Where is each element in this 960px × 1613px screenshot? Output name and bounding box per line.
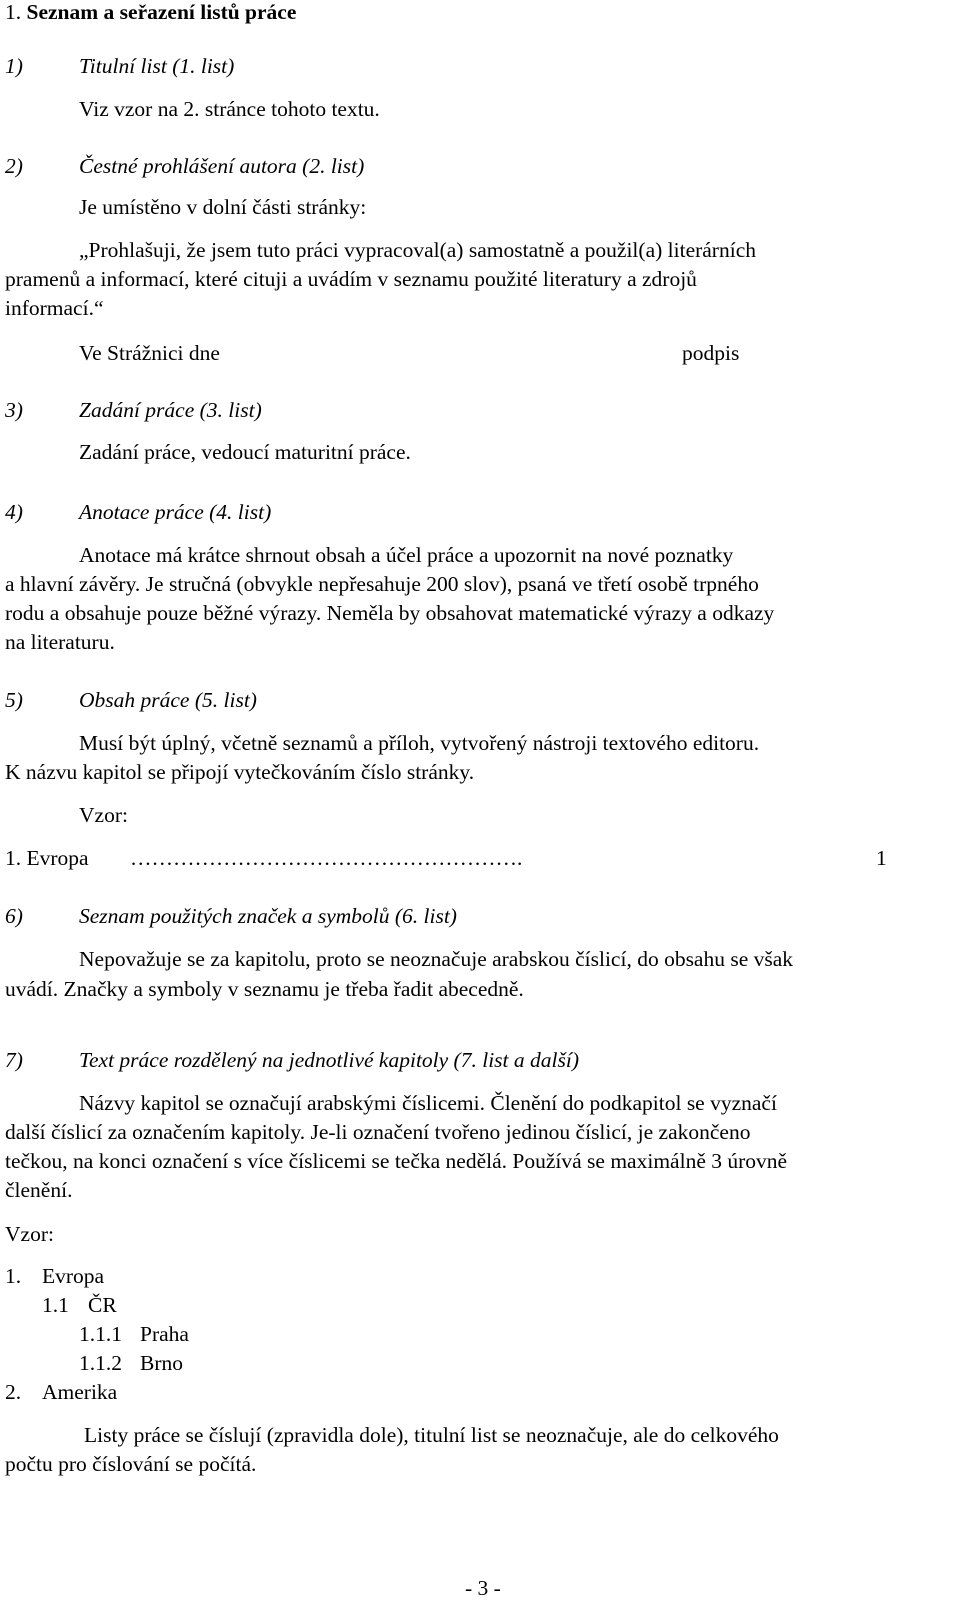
closing-line: počtu pro číslování se počítá. [5,1452,257,1476]
outline-number: 1.1 [42,1293,69,1317]
declaration-line: „Prohlašuji, že jsem tuto práci vypracoval(a) samostatně a použil(a) literárních [79,238,756,262]
section-title: Seznam a seřazení listů práce [26,0,297,24]
item-7-number: 7) [5,1048,23,1072]
item-4-text-line: na literaturu. [5,630,115,654]
toc-example-entry: 1. Evropa [5,846,89,870]
outline-number: 2. [5,1380,22,1404]
toc-example-dots: ………………………………………………. [130,846,523,870]
item-3-text: Zadání práce, vedoucí maturitní práce. [79,440,411,464]
outline-number: 1. [5,1264,22,1288]
item-6-text-line: Nepovažuje se za kapitolu, proto se neoznačuje arabskou číslicí, do obsahu se však [79,947,794,971]
item-5-title: Obsah práce (5. list) [79,688,257,712]
example-label: Vzor: [79,803,128,827]
item-7-text-line: další číslicí za označením kapitoly. Je-li označení tvořeno jedinou číslicí, je zakončeno [5,1120,751,1144]
item-7-title: Text práce rozdělený na jednotlivé kapitoly (7. list a další) [79,1048,579,1072]
item-4-text-line: Anotace má krátce shrnout obsah a účel práce a upozornit na nové poznatky [79,543,734,567]
place-date-label: Ve Strážnici dne [79,341,220,365]
outline-text: ČR [88,1293,117,1317]
item-7-text-line: Názvy kapitol se označují arabskými číslicemi. Členění do podkapitol se vyznačí [79,1091,777,1115]
closing-line: Listy práce se číslují (zpravidla dole), titulní list se neoznačuje, ale do celkového [84,1423,779,1447]
item-3-title: Zadání práce (3. list) [79,398,262,422]
item-7-text-line: tečkou, na konci označení s více číslicemi se tečka nedělá. Používá se maximálně 3 úrovně [5,1149,788,1173]
outline-text: Amerika [42,1380,118,1404]
outline-text: Praha [140,1322,189,1346]
item-2-number: 2) [5,154,23,178]
item-4-text-line: rodu a obsahuje pouze běžné výrazy. Neměla by obsahovat matematické výrazy a odkazy [5,601,775,625]
page-number: - 3 - [465,1576,501,1600]
item-2-text-line: Je umístěno v dolní části stránky: [79,195,367,219]
toc-example-page: 1 [876,846,887,870]
item-5-text-line: Musí být úplný, včetně seznamů a příloh, vytvořený nástroji textového editoru. [79,731,760,755]
item-1-number: 1) [5,54,23,78]
item-6-title: Seznam použitých značek a symbolů (6. list) [79,904,457,928]
item-1-title: Titulní list (1. list) [79,54,235,78]
item-5-number: 5) [5,688,23,712]
signature-label: podpis [682,341,740,365]
item-2-title: Čestné prohlášení autora (2. list) [79,154,365,178]
section-heading [5,2,296,24]
outline-number: 1.1.2 [79,1351,122,1375]
item-5-text-line: K názvu kapitol se připojí vytečkováním číslo stránky. [5,760,475,784]
item-4-title: Anotace práce (4. list) [79,500,272,524]
item-3-number: 3) [5,398,23,422]
item-1-text: Viz vzor na 2. stránce tohoto textu. [79,97,380,121]
item-7-text-line: členění. [5,1178,73,1202]
outline-text: Evropa [42,1264,105,1288]
declaration-line: pramenů a informací, které cituji a uvádím v seznamu použité literatury a zdrojů [5,267,697,291]
outline-text: Brno [140,1351,183,1375]
example-label: Vzor: [5,1222,54,1246]
item-6-text-line: uvádí. Značky a symboly v seznamu je třeba řadit abecedně. [5,977,524,1001]
item-4-number: 4) [5,500,23,524]
declaration-line: informací.“ [5,296,104,320]
item-4-text-line: a hlavní závěry. Je stručná (obvykle nepřesahuje 200 slov), psaná ve třetí osobě trpného [5,572,759,596]
section-number: 1. [5,0,22,24]
item-6-number: 6) [5,904,23,928]
outline-number: 1.1.1 [79,1322,122,1346]
